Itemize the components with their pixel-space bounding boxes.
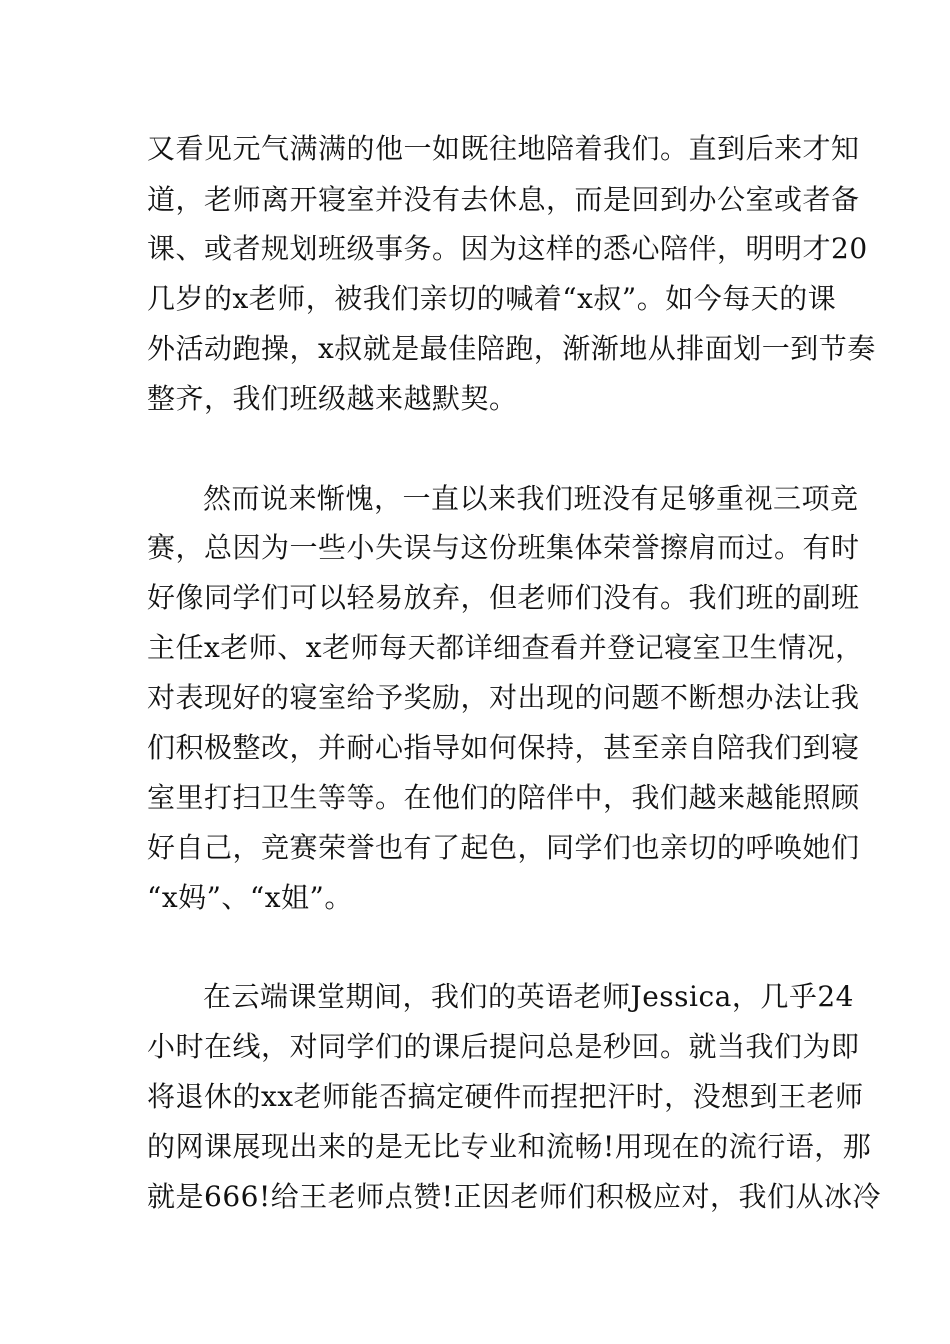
paragraph-line: 在云端课堂期间，我们的英语老师Jessica，几乎24 — [203, 980, 854, 1013]
paragraph-line: 道，老师离开寝室并没有去休息，而是回到办公室或者备 — [147, 183, 860, 216]
paragraph-line: 课、或者规划班级事务。因为这样的悉心陪伴，明明才20 — [147, 232, 868, 265]
paragraph-line: 就是666!给王老师点赞!正因老师们积极应对，我们从冰冷 — [147, 1180, 881, 1213]
paragraph-line: 又看见元气满满的他一如既往地陪着我们。直到后来才知 — [147, 132, 860, 165]
paragraph-line: 好自己，竞赛荣誉也有了起色，同学们也亲切的呼唤她们 — [147, 831, 860, 864]
paragraph-line: 室里打扫卫生等等。在他们的陪伴中，我们越来越能照顾 — [147, 781, 860, 814]
paragraph-line: 对表现好的寝室给予奖励，对出现的问题不断想办法让我 — [147, 681, 860, 714]
paragraph-line: “x妈”、“x姐”。 — [147, 881, 353, 914]
paragraph-line: 主任x老师、x老师每天都详细查看并登记寝室卫生情况， — [147, 631, 864, 664]
paragraph-line: 赛，总因为一些小失误与这份班集体荣誉擦肩而过。有时 — [147, 531, 860, 564]
paragraph-line: 整齐，我们班级越来越默契。 — [147, 382, 518, 415]
paragraph-line: 好像同学们可以轻易放弃，但老师们没有。我们班的副班 — [147, 581, 860, 614]
paragraph-line: 将退休的xx老师能否搞定硬件而捏把汗时，没想到王老师 — [147, 1080, 864, 1113]
paragraph-line: 外活动跑操，x叔就是最佳陪跑，渐渐地从排面划一到节奏 — [147, 332, 876, 365]
paragraph-line: 们积极整改，并耐心指导如何保持，甚至亲自陪我们到寝 — [147, 731, 860, 764]
paragraph-line: 小时在线，对同学们的课后提问总是秒回。就当我们为即 — [147, 1030, 860, 1063]
paragraph-line: 几岁的x老师，被我们亲切的喊着“x叔”。如今每天的课 — [147, 282, 837, 315]
paragraph-line: 然而说来惭愧，一直以来我们班没有足够重视三项竞 — [203, 482, 859, 515]
paragraph-line: 的网课展现出来的是无比专业和流畅!用现在的流行语，那 — [147, 1130, 872, 1163]
